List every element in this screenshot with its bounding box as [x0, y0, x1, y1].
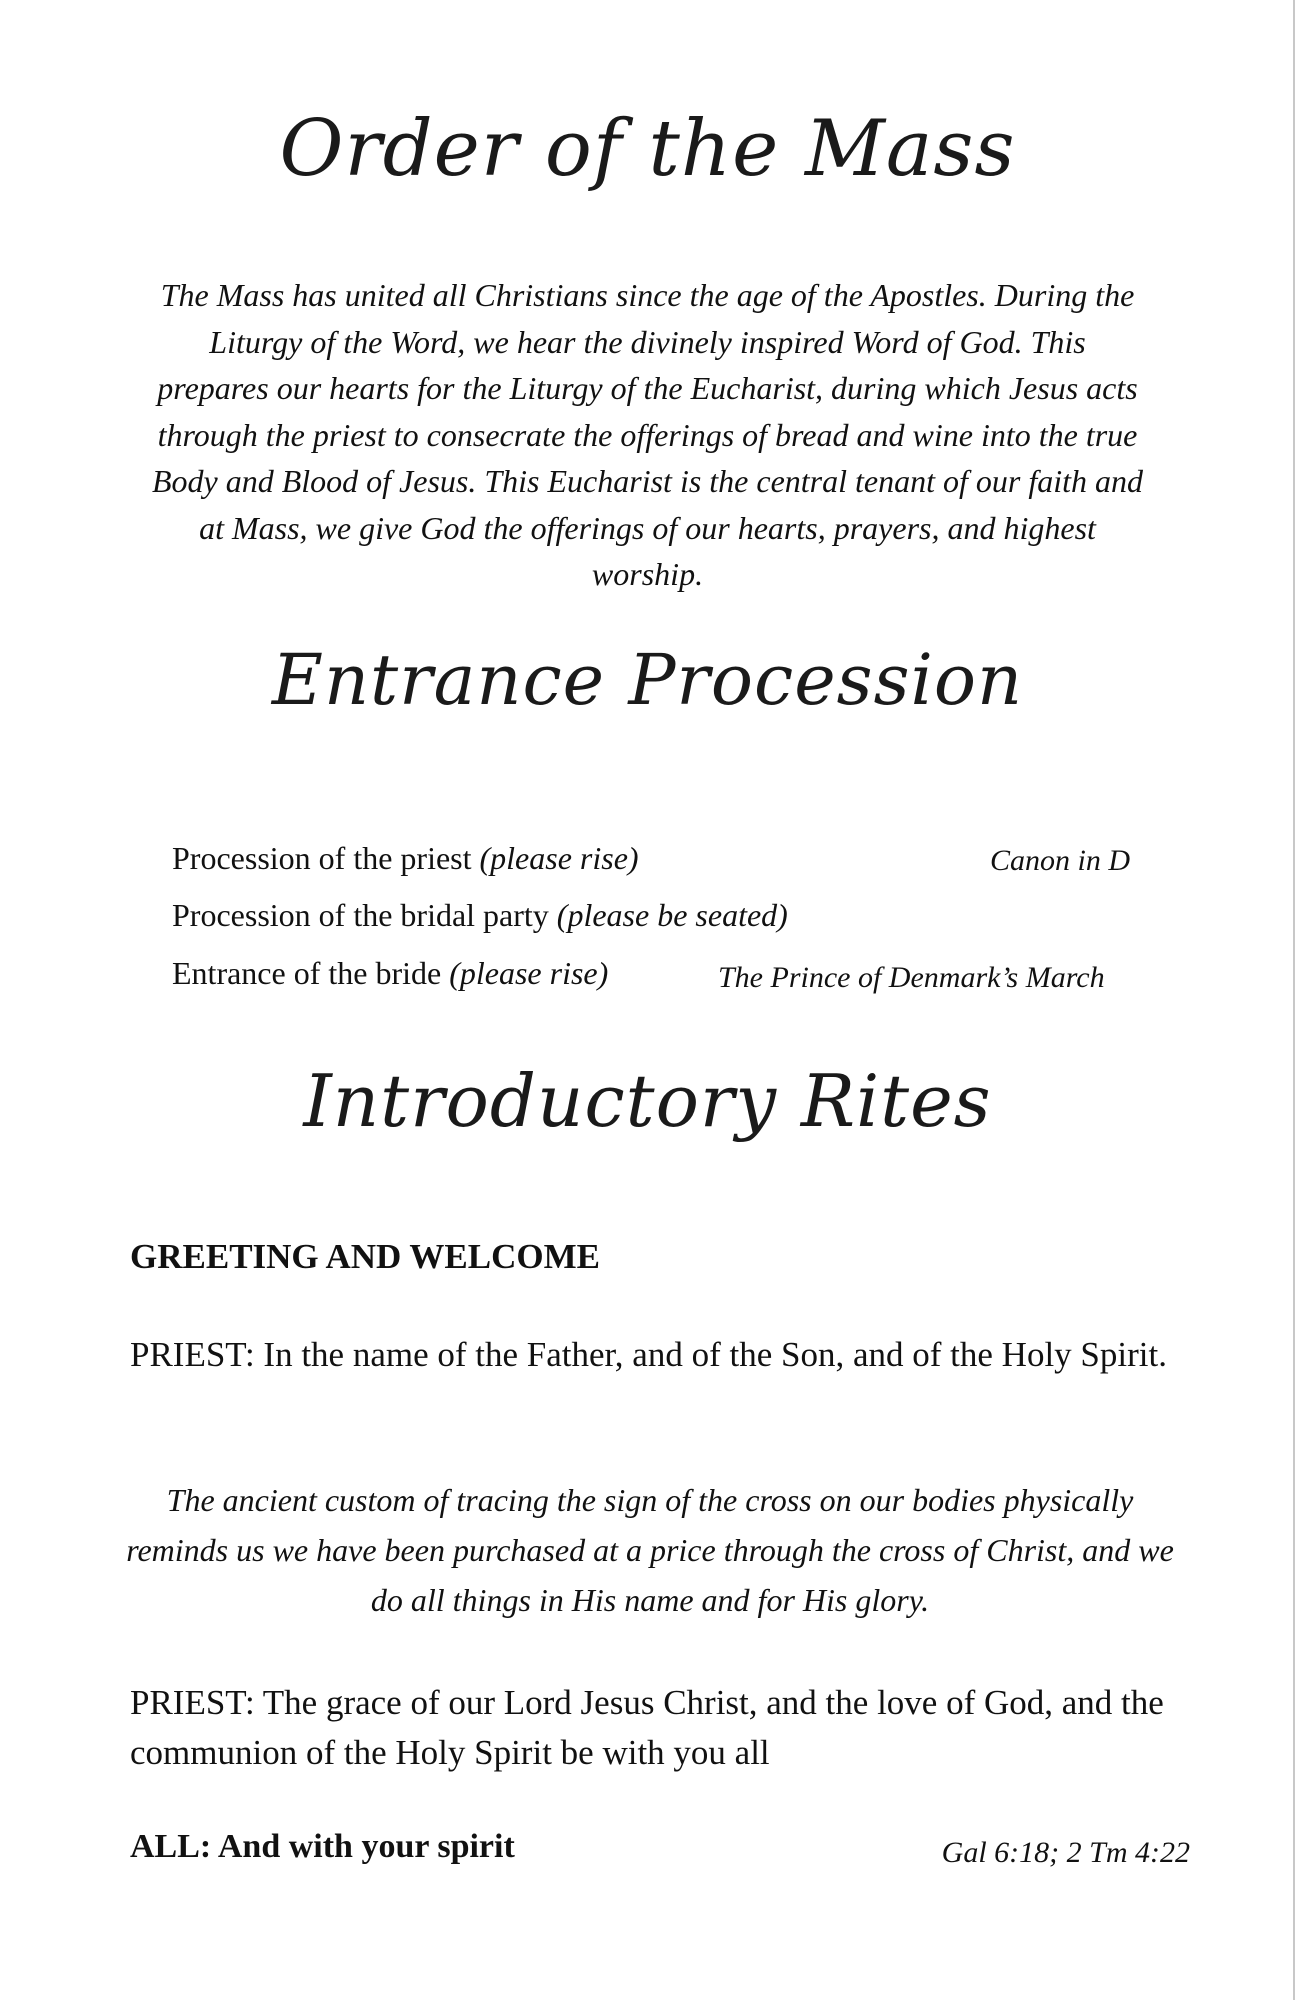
procession-label: Entrance of the bride: [172, 955, 442, 991]
order-of-mass-heading: [0, 104, 1295, 194]
procession-item: [172, 953, 608, 993]
procession-note: (please be seated): [556, 897, 788, 933]
procession-item: [172, 895, 788, 935]
order-of-mass-title: Order of the Mass: [279, 104, 1016, 194]
introductory-rites-title: Introductory Rites: [303, 1059, 992, 1143]
introductory-rites-heading: [0, 1059, 1295, 1143]
procession-music: The Prince of Denmark’s March: [718, 961, 1105, 994]
procession-note: (please rise): [479, 840, 639, 876]
entrance-procession-heading: [0, 639, 1295, 721]
sign-of-cross-commentary: The ancient custom of tracing the sign of the cross on our bodies physically reminds us we have been purchased at a price through the cross of Christ, and we do all things in His name and for His glory.: [126, 1482, 1174, 1618]
all-response: ALL: And with your spirit: [130, 1828, 515, 1865]
priest-greeting-line: PRIEST: In the name of the Father, and of the Son, and of the Holy Spirit.: [130, 1335, 1167, 1374]
procession-item: [172, 838, 639, 878]
entrance-procession-title: Entrance Procession: [271, 639, 1024, 721]
procession-note: (please rise): [449, 955, 609, 991]
greeting-section-label: GREETING AND WELCOME: [130, 1237, 600, 1276]
scripture-citation: Gal 6:18; 2 Tm 4:22: [941, 1836, 1190, 1869]
procession-label: Procession of the priest: [172, 840, 472, 876]
priest-grace-line: PRIEST: The grace of our Lord Jesus Christ, and the love of God, and the communion of the Holy Spirit be with you all: [130, 1683, 1164, 1772]
intro-paragraph: The Mass has united all Christians since the age of the Apostles. During the Liturgy of the Word, we hear the divinely inspired Word of God. This prepares our hearts for the Liturgy of the Eucharist, during which Jesus acts through the priest to consecrate the offerings of bread and wine into the true Body and Blood of Jesus. This Eucharist is the central tenant of our faith and at Mass, we give God the offerings of our hearts, prayers, and highest worship.: [151, 277, 1144, 592]
procession-label: Procession of the bridal party: [172, 897, 549, 933]
procession-music: Canon in D: [990, 844, 1131, 877]
